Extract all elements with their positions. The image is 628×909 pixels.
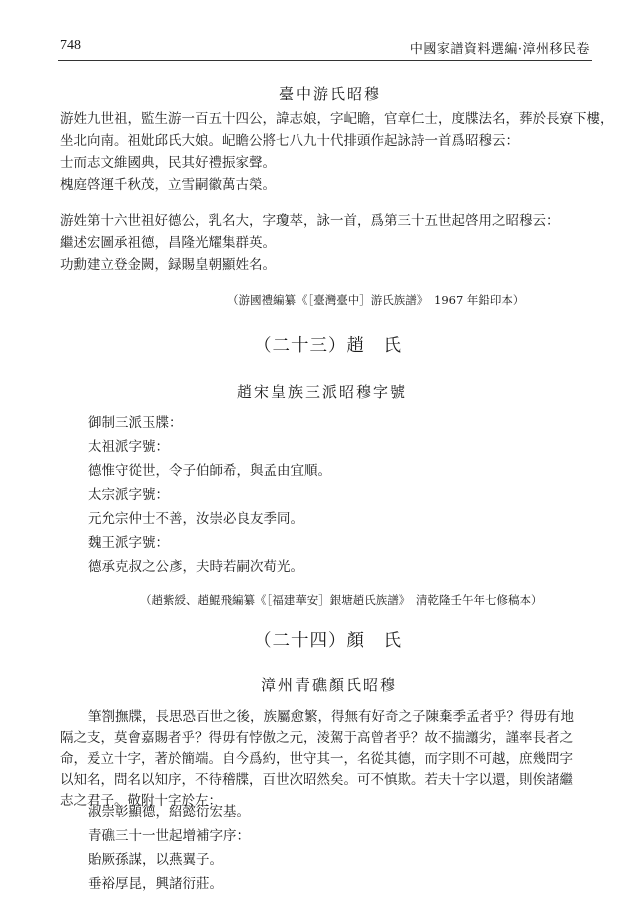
page-header — [60, 36, 590, 58]
section-title-you: 臺中游氏昭穆 — [279, 85, 382, 103]
list-line: 貽厥孫謀，以燕翼子。 — [88, 852, 223, 868]
section-title-zhao: 趙宋皇族三派昭穆字號 — [237, 383, 408, 401]
header-rule — [58, 60, 592, 61]
list-line: 魏王派字號： — [88, 535, 169, 551]
body-text: 游姓第十六世祖好德公，乳名大，字瓊萃，詠一首，爲第三十五世起啓用之昭穆云： — [60, 213, 560, 229]
poem-line: 槐庭啓運千秋茂，立雪嗣徽萬古榮。 — [60, 177, 276, 193]
list-line: 淑崇彰顯德，紹懿衍宏基。 — [88, 804, 250, 820]
list-line: 德惟守從世，令子伯師希，與孟由宜順。 — [88, 463, 331, 479]
list-line: 太祖派字號： — [88, 439, 169, 455]
list-line: 元允宗仲士不善，汝崇必良友季同。 — [88, 511, 304, 527]
poem-line: 繼述宏圖承祖德，昌隆光耀集群英。 — [60, 235, 276, 251]
poem-line: 士而志文維國典，民其好禮振家聲。 — [60, 155, 276, 171]
source-citation: （趙紫綬、趙鯤飛編纂《［福建華安］銀塘趙氏族譜》 清乾隆壬午年七修稿本） — [140, 593, 543, 607]
list-line: 德承克叔之公彥，夫時若嗣次荀光。 — [88, 559, 304, 575]
list-line: 太宗派字號： — [88, 487, 169, 503]
list-line: 垂裕厚昆，興諸衍莊。 — [88, 876, 223, 892]
section-title-yan: 漳州青礁顏氏昭穆 — [261, 676, 398, 694]
list-line: 御制三派玉牒： — [88, 415, 183, 431]
running-title: 中國家譜資料選編·漳州移民卷 — [409, 42, 590, 57]
list-line: 青礁三十一世起增補字序： — [88, 828, 250, 844]
body-text: 坐北向南。祖妣邱氏大娘。屺瞻公將七八九十代排頭作起詠詩一首爲昭穆云： — [60, 133, 519, 149]
body-text: 游姓九世祖，監生游一百五十四公，諱志娘，字屺瞻，官章仁士，度牒法名，葬於長寮下樓， — [60, 111, 614, 127]
poem-line: 功勳建立登金闕，録賜皇朝顯姓名。 — [60, 257, 276, 273]
section-heading-yan: （二十四）顏 氏 — [254, 631, 402, 651]
section-heading-zhao: （二十三）趙 氏 — [254, 336, 402, 356]
body-paragraph: 筆劄撫牒，長思恐百世之後，族屬愈繁，得無有好奇之子陳棄季孟者乎？得毋有地隔之支，莫會嘉賜者乎？得毋有悖傲之元，淩駕于高曾者乎？故不揣譾劣，謹率長者之命，爰立十字，著於簡端。自今爲約，世守其一，名從其德，而字則不可越，庶幾問字以知名，問名以知序，不待稽牒，百世次昭然矣。可不慎欺。若夫十字以還，則俟諸繼志之君子。敬附十字於左： — [60, 709, 574, 809]
page-number: 748 — [60, 38, 81, 53]
source-citation: （游國禮編纂《［臺灣臺中］游氏族譜》 1967 年鉛印本） — [227, 293, 525, 307]
